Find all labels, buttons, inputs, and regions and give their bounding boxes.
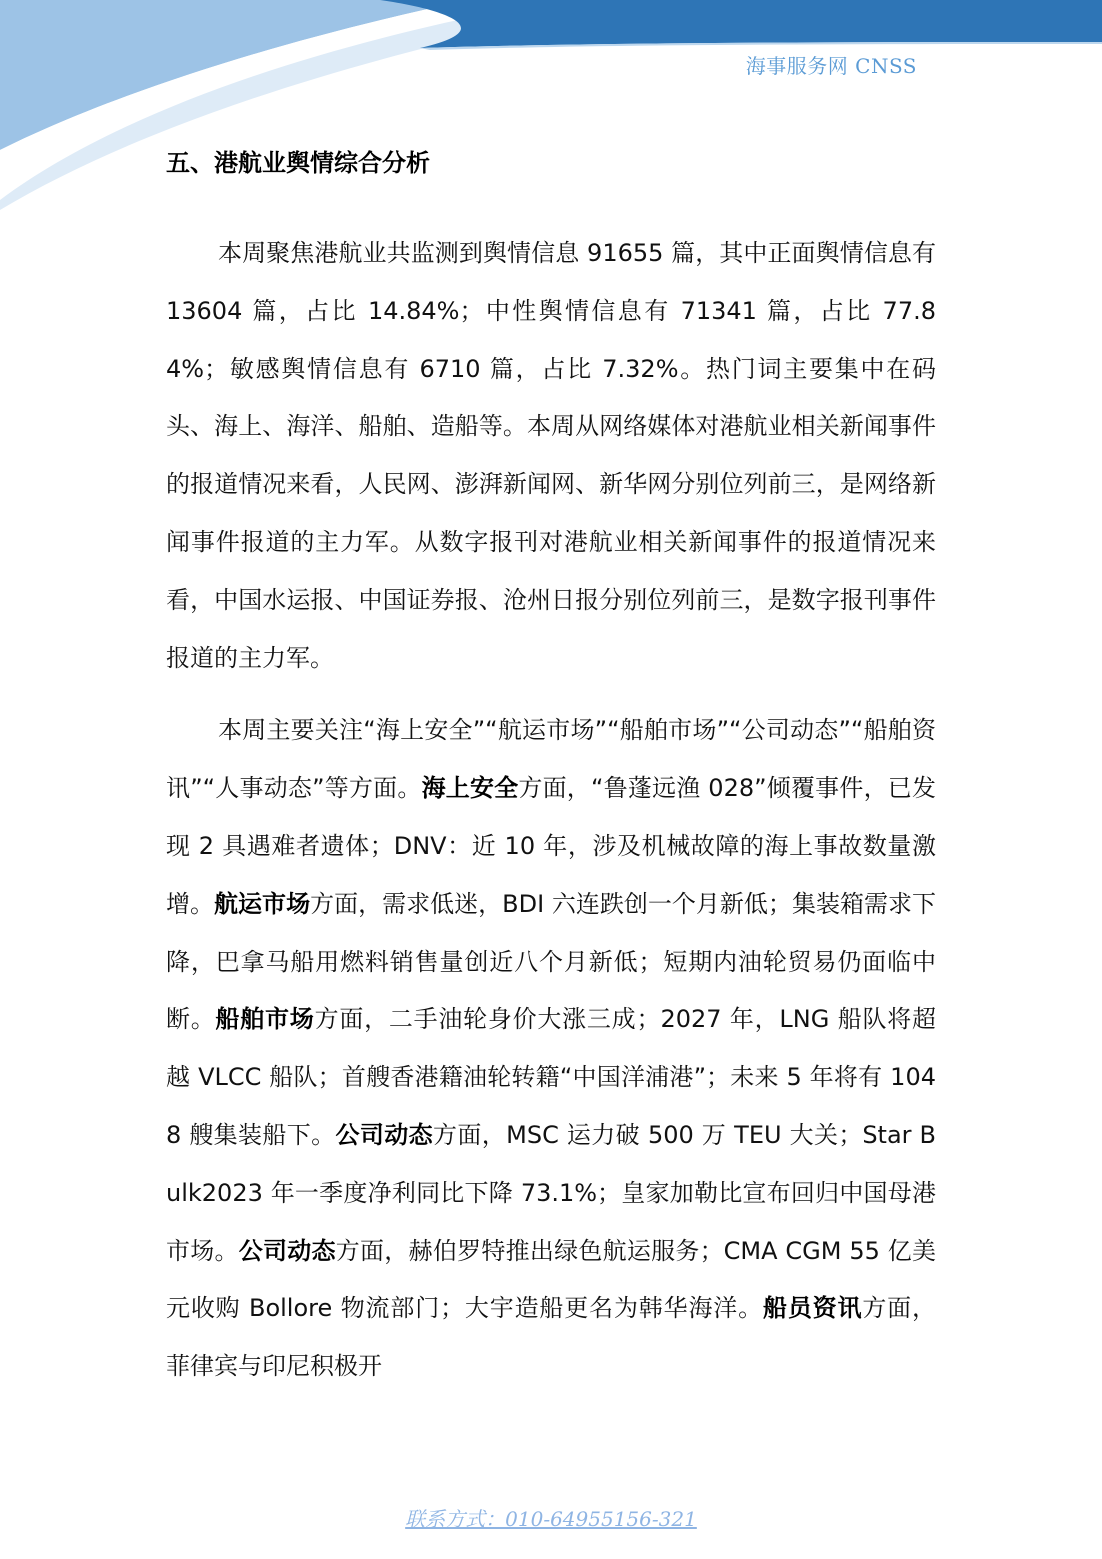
topic-heading: 公司动态 bbox=[335, 1120, 434, 1149]
article-body bbox=[166, 225, 936, 1411]
topic-heading: 船舶市场 bbox=[215, 1005, 315, 1034]
paragraph-text: 方面，“鲁蓬远渔 028”倾覆事件，已发现 2 具遇难者遗体；DNV：近 10 年，涉及机械故障的海上事故数量激增。 bbox=[166, 774, 936, 918]
site-name: 海事服务网 CNSS bbox=[745, 54, 917, 78]
topic-heading: 船员资讯 bbox=[762, 1294, 863, 1323]
header-dark-band bbox=[380, 0, 1102, 48]
paragraph-text: 方面，二手油轮身价大涨三成；2027 年，LNG 船队将超越 VLCC 船队；首艘香港籍油轮转籍“中国洋浦港”；未来 5 年将有 1048 艘集装船下。 bbox=[166, 1005, 937, 1149]
footer-contact-link[interactable]: 联系方式：010-64955156-321 bbox=[405, 1507, 697, 1531]
topic-heading: 公司动态 bbox=[238, 1236, 336, 1265]
paragraph-text: 方面，赫伯罗特推出绿色航运服务；CMA CGM 55 亿美元收购 Bollore 物流部门；大宇造船更名为韩华海洋。 bbox=[166, 1236, 937, 1323]
paragraph-text: 方面，菲律宾与印尼积极开 bbox=[166, 1294, 937, 1381]
topic-heading: 航运市场 bbox=[214, 889, 311, 918]
section-title: 五、港航业舆情综合分析 bbox=[166, 149, 430, 177]
paragraph-text: 方面，需求低迷，BDI 六连跌创一个月新低；集装箱需求下降，巴拿马船用燃料销售量创近八个月新低；短期内油轮贸易仍面临中断。 bbox=[166, 889, 937, 1034]
paragraph-text: 本周主要关注“海上安全”“航运市场”“船舶市场”“公司动态”“船舶资讯”“人事动态”等方面。 bbox=[166, 716, 936, 803]
topic-heading: 海上安全 bbox=[421, 774, 519, 803]
paragraph-text: 方面，MSC 运力破 500 万 TEU 大关；Star Bulk2023 年一季度净利同比下降 73.1%；皇家加勒比宣布回归中国母港市场。 bbox=[166, 1120, 937, 1265]
paragraph-text: 本周聚焦港航业共监测到舆情信息 91655 篇，其中正面舆情信息有 13604 篇，占比 14.84%；中性舆情信息有 71341 篇，占比 77.84%；敏感舆情信息有 6710 篇，占比 7.32%。热门词主要集中在码头、海上、海洋、船舶、造船等。本周从网络媒体对港航业相关新闻事件的报道情况来看，人民网、澎湃新闻网、新华网分别位列前三，是网络新闻事件报道的主力军。从数字报刊对港航业相关新闻事件的报道情况来看，中国水运报、中国证券报、沧州日报分别位列前三，是数字报刊事件报道的主力军。 bbox=[166, 239, 936, 672]
summary-paragraph bbox=[166, 225, 936, 687]
header-decoration bbox=[0, 0, 1102, 220]
focus-paragraph bbox=[166, 702, 936, 1396]
